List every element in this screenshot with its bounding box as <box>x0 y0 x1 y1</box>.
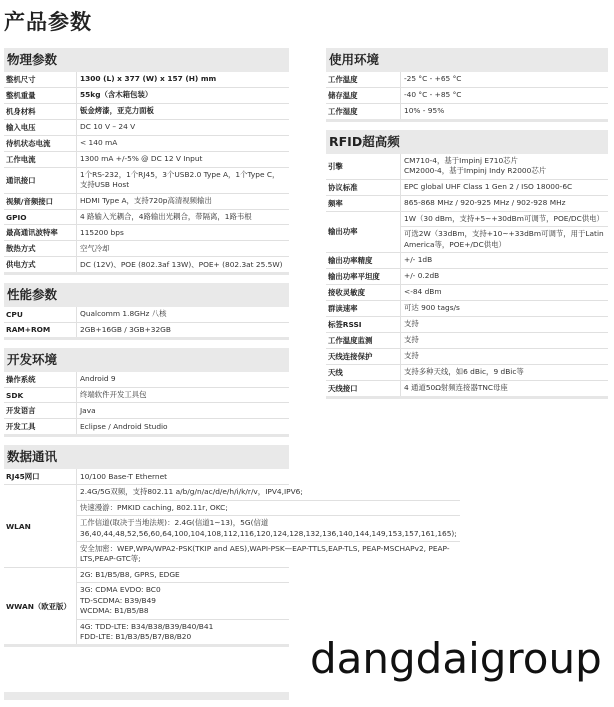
spec-value: 工作信道(取决于当地法规)：2.4G(信道1~13)，5G(信道36,40,44,48,52,56,60,64,100,104,108,112,116,120,124,128,132,136,140,144,149,153,157,161,165); <box>77 515 460 541</box>
spec-value: DC 10 V – 24 V <box>80 122 136 132</box>
spec-value: 支持多种天线，如6 dBic，9 dBic等 <box>404 367 524 377</box>
spec-label: 频率 <box>328 198 343 208</box>
spec-value: 10% - 95% <box>404 106 445 116</box>
spec-value-cell <box>400 154 608 179</box>
spec-label: 最高通讯波特率 <box>6 228 58 238</box>
spec-value: -25 °C - +65 °C <box>404 74 462 84</box>
spec-value: -40 °C - +85 °C <box>404 90 462 100</box>
spec-row <box>326 180 608 196</box>
section-header: 物理参数 <box>4 48 289 72</box>
spec-label: 机身材料 <box>6 107 36 116</box>
spec-value: +/- 0.2dB <box>404 271 440 281</box>
spec-label: 输出功率精度 <box>328 256 373 266</box>
spec-value: EPC global UHF Class 1 Gen 2 / ISO 18000-6C <box>404 182 573 192</box>
spec-row <box>4 72 289 88</box>
spec-value: CM710-4，基于Impinj E710芯片 CM2000-4，基于Impinj Indy R2000芯片 <box>404 156 547 176</box>
spec-label: GPIO <box>6 212 27 222</box>
spec-value-cell <box>76 104 289 119</box>
spec-value: 钣金烤漆，亚克力面板 <box>80 106 154 116</box>
spec-value: 1个RS-232，1个RJ45，3个USB2.0 Type A，1个Type C，支持USB Host <box>80 170 280 190</box>
spec-value: 支持 <box>404 335 419 345</box>
spec-label: RAM+ROM <box>6 325 51 335</box>
spec-row <box>4 104 289 120</box>
spec-value-cell <box>400 349 608 364</box>
spec-value-cell <box>76 241 289 256</box>
spec-value-cell <box>400 333 608 348</box>
spec-label: 待机状态电流 <box>6 139 51 148</box>
spec-label: SDK <box>6 390 24 400</box>
spec-row <box>326 104 608 119</box>
spec-value-cell <box>400 72 608 87</box>
spec-value: 支持 <box>404 319 419 329</box>
spec-row <box>326 365 608 381</box>
spec-row <box>326 269 608 285</box>
spec-row <box>326 196 608 212</box>
watermark-text: dangdaigroup <box>310 634 602 683</box>
spec-table <box>4 72 289 275</box>
spec-row <box>4 469 289 485</box>
spec-label: 开发工具 <box>6 422 36 432</box>
spec-label: 工作电流 <box>6 155 36 164</box>
spec-value-cell <box>76 469 289 484</box>
spec-value: Eclipse / Android Studio <box>80 421 168 431</box>
spec-value: 865-868 MHz / 920-925 MHz / 902-928 MHz <box>404 198 566 208</box>
spec-table <box>4 307 289 340</box>
spec-value: <-84 dBm <box>404 287 442 297</box>
spec-row <box>326 154 608 180</box>
spec-row <box>4 225 289 241</box>
spec-value: 55kg（含木箱包装） <box>80 90 153 100</box>
spec-value: 2.4G/5G双频，支持802.11 a/b/g/n/ac/d/e/h/i/k/r/v，IPV4,IPV6; <box>80 487 303 497</box>
spec-value: Java <box>80 405 96 415</box>
spec-row <box>4 120 289 136</box>
spec-value: Qualcomm 1.8GHz 八核 <box>80 309 167 319</box>
spec-value-cell <box>400 88 608 103</box>
spec-label: 引擎 <box>328 161 343 171</box>
spec-value-cell <box>76 72 289 87</box>
spec-value: 10/100 Base-T Ethernet <box>80 471 168 481</box>
spec-label: 工作湿度 <box>328 107 358 116</box>
spec-row <box>4 168 289 194</box>
spec-value: 终端软件开发工具包 <box>80 390 147 400</box>
spec-row <box>4 194 289 210</box>
spec-label: 开发语言 <box>6 406 36 416</box>
spec-row <box>4 419 289 434</box>
spec-label: 输出功率平坦度 <box>328 272 380 282</box>
spec-row <box>4 257 289 272</box>
spec-value-cell <box>400 180 608 195</box>
spec-row <box>4 568 289 644</box>
spec-value: 可达 900 tags/s <box>404 303 460 313</box>
spec-value: Android 9 <box>80 374 116 384</box>
section-header: 使用环境 <box>326 48 608 72</box>
spec-row <box>4 88 289 104</box>
spec-label: WWAN（欧亚版） <box>6 601 71 611</box>
spec-value: DC (12V)、POE (802.3af 13W)、POE+ (802.3at 25.5W) <box>80 259 283 269</box>
spec-label: RJ45网口 <box>6 472 40 482</box>
footer-rule <box>4 692 289 700</box>
spec-value: 2GB+16GB / 3GB+32GB <box>80 324 171 334</box>
spec-value: 可选2W（33dBm，支持+10~+33dBm可调节，用于Latin America等，POE+/DC供电） <box>401 226 608 252</box>
spec-value: 115200 bps <box>80 227 124 237</box>
spec-value-cell <box>76 194 289 209</box>
spec-value-cell <box>76 388 289 402</box>
spec-value-cell <box>76 168 289 193</box>
spec-value: HDMI Type A，支持720p高清视频输出 <box>80 196 212 206</box>
spec-value: 快速漫游：PMKID caching, 802.11r, OKC; <box>77 500 460 515</box>
spec-value-cell <box>76 152 289 167</box>
spec-label: 协议标准 <box>328 182 358 192</box>
spec-value-cell <box>400 104 608 119</box>
spec-label: 天线 <box>328 368 343 378</box>
spec-label: 天线接口 <box>328 384 358 394</box>
spec-row <box>4 323 289 337</box>
spec-value-cell <box>76 136 289 151</box>
spec-value-cell <box>76 257 289 272</box>
spec-label: CPU <box>6 309 23 319</box>
spec-row <box>326 317 608 333</box>
spec-value: 4 路输入光耦合，4路输出光耦合，带隔离，1路韦根 <box>80 211 252 221</box>
spec-row <box>4 372 289 388</box>
spec-label: 供电方式 <box>6 260 36 270</box>
spec-value: 3G: CDMA EVDO: BC0 TD-SCDMA: B39/B49 WCDMA: B1/B5/B8 <box>77 582 289 618</box>
spec-value: +/- 1dB <box>404 255 433 265</box>
spec-value-cell <box>400 269 608 284</box>
spec-label: 输入电压 <box>6 123 36 132</box>
spec-row <box>326 212 608 253</box>
spec-label: 视频/音频接口 <box>6 196 54 206</box>
spec-row <box>326 285 608 301</box>
spec-value: 1W（30 dBm，支持+5~+30dBm可调节，POE/DC供电） <box>404 213 604 223</box>
spec-value: 2G: B1/B5/B8, GPRS, EDGE <box>80 569 180 579</box>
spec-row <box>326 301 608 317</box>
spec-value-cell <box>76 225 289 240</box>
spec-value-cell <box>76 372 289 387</box>
spec-value-cell <box>76 88 289 103</box>
page-title: 产品参数 <box>4 10 92 34</box>
spec-value: 4 通道50Ω射频连接器TNC母座 <box>404 383 508 393</box>
spec-value: 4G: TDD-LTE: B34/B38/B39/B40/B41 FDD-LTE: B1/B3/B5/B7/B8/B20 <box>77 619 289 645</box>
spec-label: 工作温度 <box>328 75 358 84</box>
spec-table <box>4 469 457 647</box>
spec-label: 接收灵敏度 <box>328 288 365 298</box>
spec-row <box>4 403 289 419</box>
spec-table <box>326 72 608 122</box>
spec-value-cell <box>76 210 289 224</box>
spec-label: 散热方式 <box>6 244 36 254</box>
spec-value-cell <box>400 253 608 268</box>
spec-row <box>326 253 608 269</box>
spec-value-cell <box>76 403 289 418</box>
section-header: 性能参数 <box>4 283 289 307</box>
spec-label: 储存温度 <box>328 91 358 100</box>
spec-value-cell <box>76 568 289 644</box>
spec-value-cell <box>400 317 608 332</box>
spec-value-cell <box>76 307 289 321</box>
spec-table <box>4 372 289 437</box>
spec-label: 操作系统 <box>6 375 36 385</box>
spec-row <box>4 210 289 225</box>
right-column <box>326 48 608 407</box>
spec-row <box>4 136 289 152</box>
spec-label: 标签RSSI <box>328 320 362 330</box>
spec-table <box>326 154 608 399</box>
spec-value-cell <box>400 381 608 396</box>
spec-label: 整机尺寸 <box>6 75 36 84</box>
spec-value-cell <box>400 212 608 252</box>
spec-row <box>4 485 457 567</box>
spec-row <box>326 72 608 88</box>
spec-label: 群读速率 <box>328 304 358 314</box>
spec-value-cell <box>76 485 460 566</box>
spec-value: 1300 (L) x 377 (W) x 157 (H) mm <box>80 74 217 84</box>
spec-label: 工作温度监测 <box>328 336 373 346</box>
spec-row <box>326 88 608 104</box>
section-header: RFID超高频 <box>326 130 608 154</box>
section-header: 开发环境 <box>4 348 289 372</box>
section-header: 数据通讯 <box>4 445 289 469</box>
spec-value-cell <box>400 196 608 211</box>
spec-value: < 140 mA <box>80 138 118 148</box>
spec-row <box>326 333 608 349</box>
spec-label: 天线连接保护 <box>328 352 373 362</box>
spec-value-cell <box>400 365 608 380</box>
spec-label: WLAN <box>6 521 31 531</box>
spec-row <box>4 388 289 403</box>
spec-label: 整机重量 <box>6 91 36 100</box>
spec-row <box>4 152 289 168</box>
spec-value-cell <box>76 323 289 337</box>
spec-label: 通讯接口 <box>6 175 36 185</box>
spec-row <box>4 307 289 322</box>
spec-label: 输出功率 <box>328 227 358 237</box>
spec-value-cell <box>76 120 289 135</box>
spec-value: 空气冷却 <box>80 243 110 253</box>
spec-value: 1300 mA +/-5% @ DC 12 V Input <box>80 154 203 164</box>
spec-value-cell <box>400 285 608 300</box>
spec-value-cell <box>400 301 608 316</box>
spec-row <box>326 381 608 396</box>
spec-row <box>326 349 608 365</box>
spec-value: 安全加密：WEP,WPA/WPA2-PSK(TKIP and AES),WAPI-PSK—EAP-TTLS,EAP-TLS, PEAP-MSCHAPv2, PEAP-LTS,PEAP-GTC等; <box>77 541 460 567</box>
spec-row <box>4 241 289 257</box>
spec-value: 支持 <box>404 351 419 361</box>
spec-value-cell <box>76 419 289 434</box>
